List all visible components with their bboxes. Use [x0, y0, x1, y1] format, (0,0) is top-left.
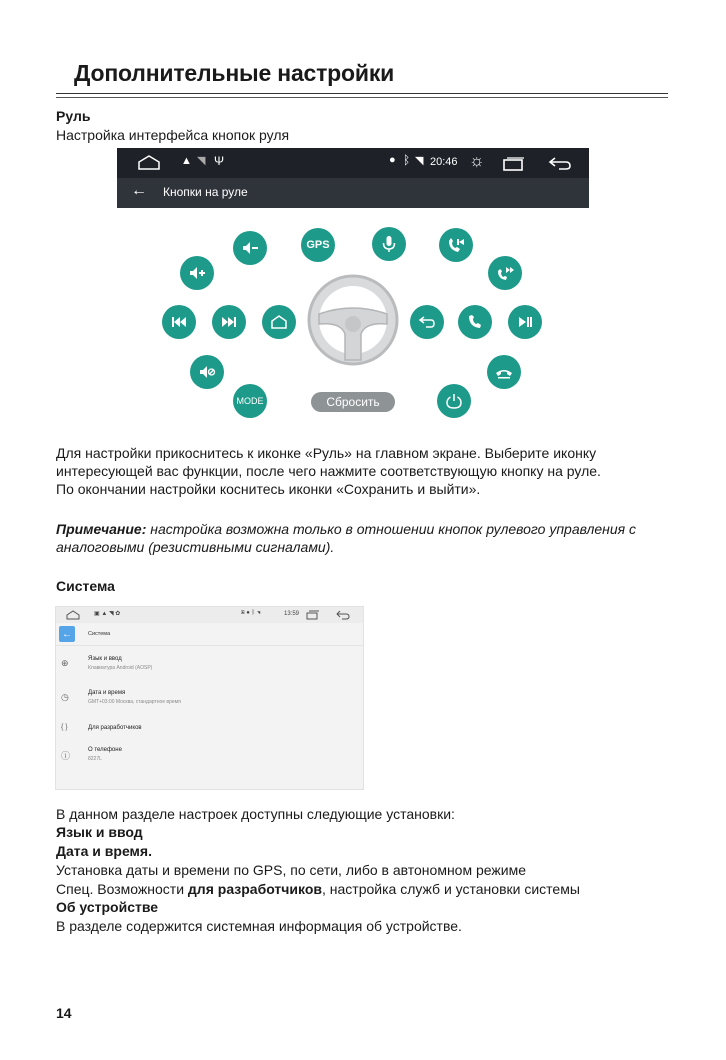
- settings-item-developer[interactable]: [56, 713, 363, 743]
- clock-icon: ◷: [61, 692, 69, 702]
- date-heading: Дата и время.: [56, 843, 152, 859]
- gps-button[interactable]: GPS: [301, 228, 335, 262]
- answer-call-button[interactable]: [458, 305, 492, 339]
- previous-track-button[interactable]: [162, 305, 196, 339]
- system-intro: В данном разделе настроек доступны следующие установки:: [56, 806, 455, 822]
- status-time: 13:59: [284, 611, 300, 617]
- about-heading: Об устройстве: [56, 899, 159, 915]
- note-label: Примечание:: [56, 521, 147, 537]
- hangup-next-button[interactable]: [488, 256, 522, 290]
- instruction-line-2: интересующей вас функции, после чего нажмите соответствующую кнопку на руле.: [56, 463, 601, 479]
- usb-icon: Ψ: [214, 154, 225, 168]
- item-title: Язык и ввод: [88, 656, 122, 662]
- instruction-line-1: Для настройки прикоснитесь к иконке «Руль» на главном экране. Выберите иконку: [56, 445, 597, 461]
- system-screenshot: [55, 606, 364, 790]
- globe-icon: ⊕: [61, 658, 69, 668]
- date-text: Установка даты и времени по GPS, по сети, либо в автономном режиме: [56, 862, 526, 878]
- play-pause-button[interactable]: [508, 305, 542, 339]
- braces-icon: { }: [61, 724, 68, 731]
- settings-item-about[interactable]: [56, 740, 363, 770]
- home-icon[interactable]: [137, 154, 161, 171]
- dev-bold: для разработчиков: [187, 881, 322, 897]
- power-button[interactable]: [437, 384, 471, 418]
- title-bar: [56, 623, 363, 646]
- developer-line: [56, 880, 580, 899]
- bluetooth-icon: ᛒ: [403, 153, 411, 167]
- screen-title: Кнопки на руле: [163, 185, 248, 199]
- status-bar: [56, 607, 363, 623]
- mute-button[interactable]: [190, 355, 224, 389]
- back-arrow-icon[interactable]: ←: [59, 626, 75, 642]
- back-nav-icon[interactable]: [547, 155, 573, 171]
- next-track-button[interactable]: [212, 305, 246, 339]
- page-title: Дополнительные настройки: [74, 60, 395, 86]
- screen-title: Система: [88, 631, 111, 637]
- note-line-2: аналоговыми (резистивными сигналами).: [56, 539, 335, 555]
- signal-icon: ◥: [415, 155, 424, 167]
- instruction-line-3: По окончании настройки коснитесь иконки «Сохранить и выйти».: [56, 481, 481, 497]
- microphone-icon: [379, 234, 399, 254]
- hang-up-button[interactable]: [487, 355, 521, 389]
- dev-prefix: Спец. Возможности: [56, 881, 188, 897]
- volume-up-button[interactable]: [180, 256, 214, 290]
- item-title: Дата и время: [88, 690, 126, 696]
- status-time: 20:46: [430, 156, 458, 168]
- item-title: О телефоне: [88, 747, 122, 753]
- recent-apps-icon[interactable]: [502, 156, 526, 172]
- location-icon: ●: [389, 154, 396, 166]
- back-button[interactable]: [410, 305, 444, 339]
- reset-button[interactable]: Сбросить: [311, 392, 395, 412]
- title-rule-thin: [56, 97, 668, 98]
- steering-subtitle: Настройка интерфейса кнопок руля: [56, 127, 290, 143]
- note-text: настройка возможна только в отношении кнопок рулевого управления с: [146, 521, 637, 537]
- steering-heading: Руль: [56, 108, 91, 124]
- voice-button[interactable]: [372, 227, 406, 261]
- steering-wheel-icon: [305, 272, 401, 368]
- mode-button[interactable]: MODE: [233, 384, 267, 418]
- system-heading: Система: [56, 578, 115, 594]
- item-subtitle: GMT+03:00 Москва, стандартное время: [88, 699, 181, 705]
- lang-heading: Язык и ввод: [56, 824, 143, 840]
- item-title: Для разработчиков: [88, 725, 142, 731]
- title-bar: [117, 178, 589, 208]
- page-number: 14: [56, 1005, 72, 1021]
- steering-screenshot: [117, 148, 589, 422]
- settings-item-language[interactable]: [56, 649, 363, 679]
- title-rule: [56, 93, 668, 94]
- home-icon[interactable]: [66, 610, 80, 620]
- dev-suffix: , настройка служб и установки системы: [322, 881, 580, 897]
- home-button[interactable]: [262, 305, 296, 339]
- notification-icons: ▣ ▲ ◥ ✿: [94, 611, 121, 617]
- call-prev-button[interactable]: [439, 228, 473, 262]
- settings-item-datetime[interactable]: [56, 683, 363, 713]
- item-subtitle: 8227L: [88, 756, 102, 762]
- system-status-icons: ▣ ● ᛒ ◥: [241, 610, 261, 616]
- warning-icon: ▲: [181, 155, 192, 167]
- info-icon: ⓘ: [61, 751, 71, 761]
- status-bar: [117, 148, 589, 178]
- recent-apps-icon[interactable]: [306, 610, 320, 620]
- note-line-1: [56, 520, 636, 539]
- back-nav-icon[interactable]: [336, 610, 350, 620]
- about-text: В разделе содержится системная информация об устройстве.: [56, 918, 462, 934]
- back-arrow-icon[interactable]: ←: [131, 182, 147, 199]
- wifi-icon: ◥: [197, 155, 206, 167]
- brightness-icon[interactable]: ☼: [469, 151, 485, 170]
- item-subtitle: Клавиатура Android (AOSP): [88, 665, 153, 671]
- volume-down-button[interactable]: [233, 231, 267, 265]
